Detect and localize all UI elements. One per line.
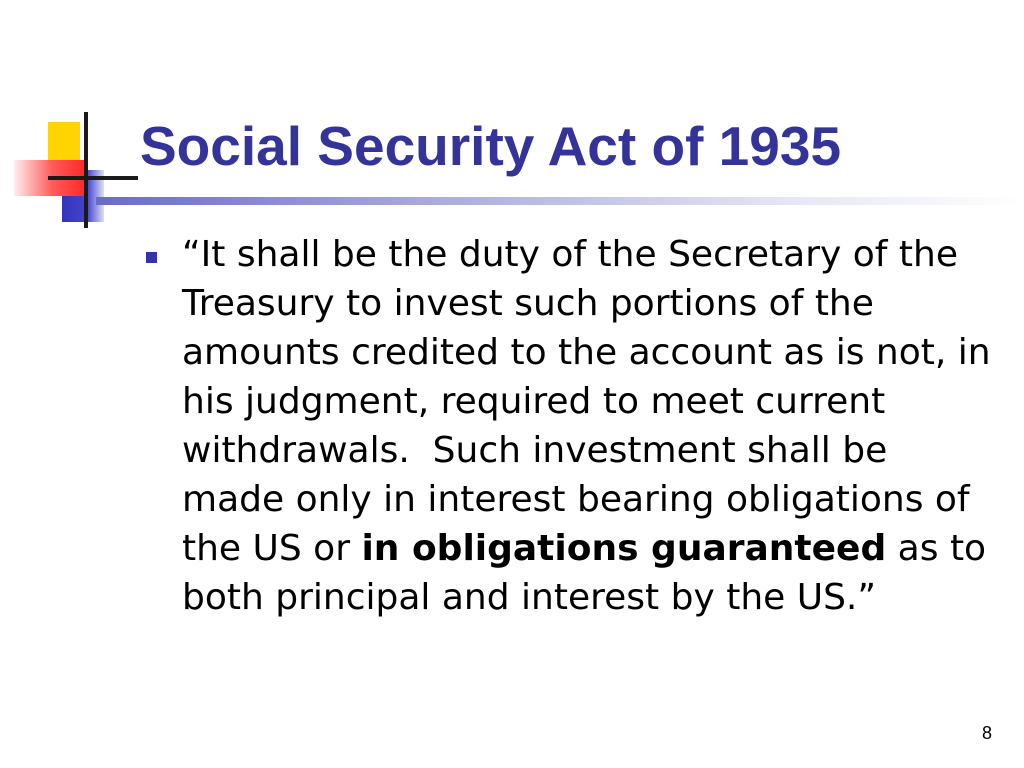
title-underline-rule xyxy=(96,197,1024,205)
slide-title: Social Security Act of 1935 xyxy=(140,115,842,177)
quote-text-before: “It shall be the duty of the Secretary of the Treasury to invest such portions of the amounts credited to the account as is not, in his judgment, required to meet current withdrawals. Such investment shall be made only in interest bearing obligations of the US or xyxy=(182,234,1003,569)
square-bullet-icon xyxy=(146,252,157,263)
quote-emphasis: in obligations guaranteed xyxy=(361,528,887,569)
bullet-item-quote xyxy=(140,230,1003,622)
bullet-list xyxy=(140,230,1003,622)
quote-text-after: as to both principal and interest by the US.” xyxy=(182,528,998,618)
vertical-line-shape xyxy=(84,112,88,228)
horizontal-line-shape xyxy=(48,176,138,180)
yellow-square-shape xyxy=(48,122,80,164)
slide-number: 8 xyxy=(981,723,992,743)
